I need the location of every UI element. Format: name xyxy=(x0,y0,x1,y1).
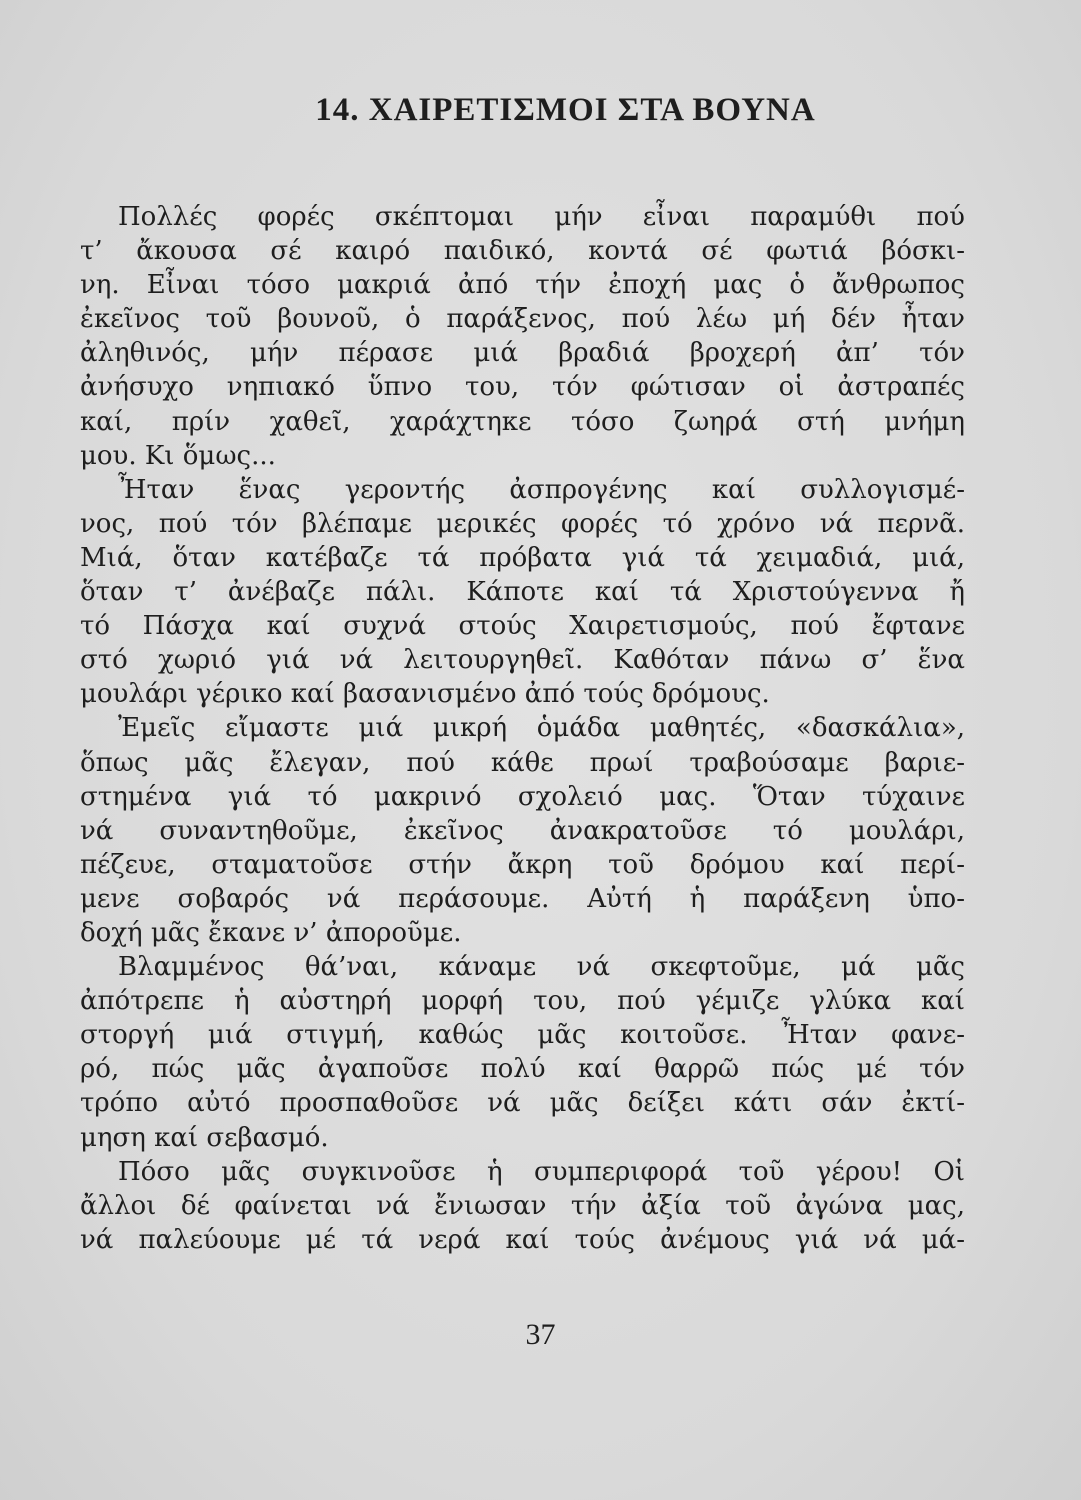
text-line: μουλάρι γέρικο καί βασανισμένο ἀπό τούς δρόμους. xyxy=(80,679,770,710)
paragraph xyxy=(80,1155,965,1257)
text-line: Πόσο μᾶς συγκινοῦσε ἡ συμπεριφορά τοῦ γέρου! Οἱ xyxy=(118,1156,965,1187)
text-line: καί, πρίν χαθεῖ, χαράχτηκε τόσο ζωηρά στή μνήμη xyxy=(80,406,965,437)
text-line: στό χωριό γιά νά λειτουργηθεῖ. Καθόταν πάνω σ’ ἕνα xyxy=(80,645,965,676)
text-line: τρόπο αὐτό προσπαθοῦσε νά μᾶς δείξει κάτι σάν ἐκτί- xyxy=(80,1088,965,1119)
text-line: Ἦταν ἕνας γεροντής ἀσπρογένης καί συλλογισμέ- xyxy=(118,474,965,505)
text-line: νη. Εἶναι τόσο μακριά ἀπό τήν ἐποχή μας ὁ ἄνθρωπος xyxy=(80,270,965,301)
text-line: νος, πού τόν βλέπαμε μερικές φορές τό χρόνο νά περνᾶ. xyxy=(80,508,965,539)
text-line: Μιά, ὅταν κατέβαζε τά πρόβατα γιά τά χειμαδιά, μιά, xyxy=(80,542,965,573)
text-line: ἐκεῖνος τοῦ βουνοῦ, ὁ παράξενος, πού λέω μή δέν ἦταν xyxy=(80,304,965,335)
text-line: πέζευε, σταματοῦσε στήν ἄκρη τοῦ δρόμου καί περί- xyxy=(80,849,965,880)
text-line: μηση καί σεβασμό. xyxy=(80,1122,329,1153)
text-line: τό Πάσχα καί συχνά στούς Χαιρετισμούς, πού ἔφτανε xyxy=(80,611,965,642)
page-number: 37 xyxy=(525,1318,556,1351)
text-line: μου. Κι ὅμως... xyxy=(80,440,276,471)
text-line: ἀπότρεπε ἡ αὐστηρή μορφή του, πού γέμιζε γλύκα καί xyxy=(80,986,965,1017)
text-line: ρό, πώς μᾶς ἀγαποῦσε πολύ καί θαρρῶ πώς μέ τόν xyxy=(80,1054,965,1085)
text-line: Βλαμμένος θά’ναι, κάναμε νά σκεφτοῦμε, μά μᾶς xyxy=(118,952,965,983)
paragraph xyxy=(80,950,965,1155)
body-text xyxy=(80,200,965,1257)
text-line: ὅπως μᾶς ἔλεγαν, πού κάθε πρωί τραβούσαμε βαριε- xyxy=(80,747,965,778)
text-line: ἀληθινός, μήν πέρασε μιά βραδιά βροχερή ἀπ’ τόν xyxy=(80,338,965,369)
text-line: νά παλεύουμε μέ τά νερά καί τούς ἀνέμους γιά νά μά- xyxy=(80,1224,965,1255)
text-line: Πολλές φορές σκέπτομαι μήν εἶναι παραμύθι πού xyxy=(118,202,965,232)
text-line: στοργή μιά στιγμή, καθώς μᾶς κοιτοῦσε. Ἦταν φανε- xyxy=(80,1020,965,1051)
text-line: Ἐμεῖς εἴμαστε μιά μικρή ὁμάδα μαθητές, «δασκάλια», xyxy=(118,713,965,744)
paragraph xyxy=(80,473,965,712)
text-line: στημένα γιά τό μακρινό σχολειό μας. Ὅταν τύχαινε xyxy=(80,781,965,812)
text-line: ὅταν τ’ ἀνέβαζε πάλι. Κάποτε καί τά Χριστούγεννα ἤ xyxy=(80,577,965,608)
text-line: ἄλλοι δέ φαίνεται νά ἔνιωσαν τήν ἀξία τοῦ ἀγώνα μας, xyxy=(80,1190,965,1221)
paragraph xyxy=(80,200,965,473)
text-line: δοχή μᾶς ἔκανε ν’ ἀποροῦμε. xyxy=(80,917,462,948)
text-line: μενε σοβαρός νά περάσουμε. Αὐτή ἡ παράξενη ὑπο- xyxy=(80,883,965,914)
chapter-title: 14. ΧΑΙΡΕΤΙΣΜΟΙ ΣΤΑ ΒΟΥΝΑ xyxy=(315,92,816,128)
text-line: τ’ ἄκουσα σέ καιρό παιδικό, κοντά σέ φωτιά βόσκι- xyxy=(80,236,965,267)
paragraph xyxy=(80,711,965,950)
text-line: νά συναντηθοῦμε, ἐκεῖνος ἀνακρατοῦσε τό μουλάρι, xyxy=(80,815,965,846)
text-line: ἀνήσυχο νηπιακό ὕπνο του, τόν φώτισαν οἱ ἀστραπές xyxy=(80,372,965,403)
